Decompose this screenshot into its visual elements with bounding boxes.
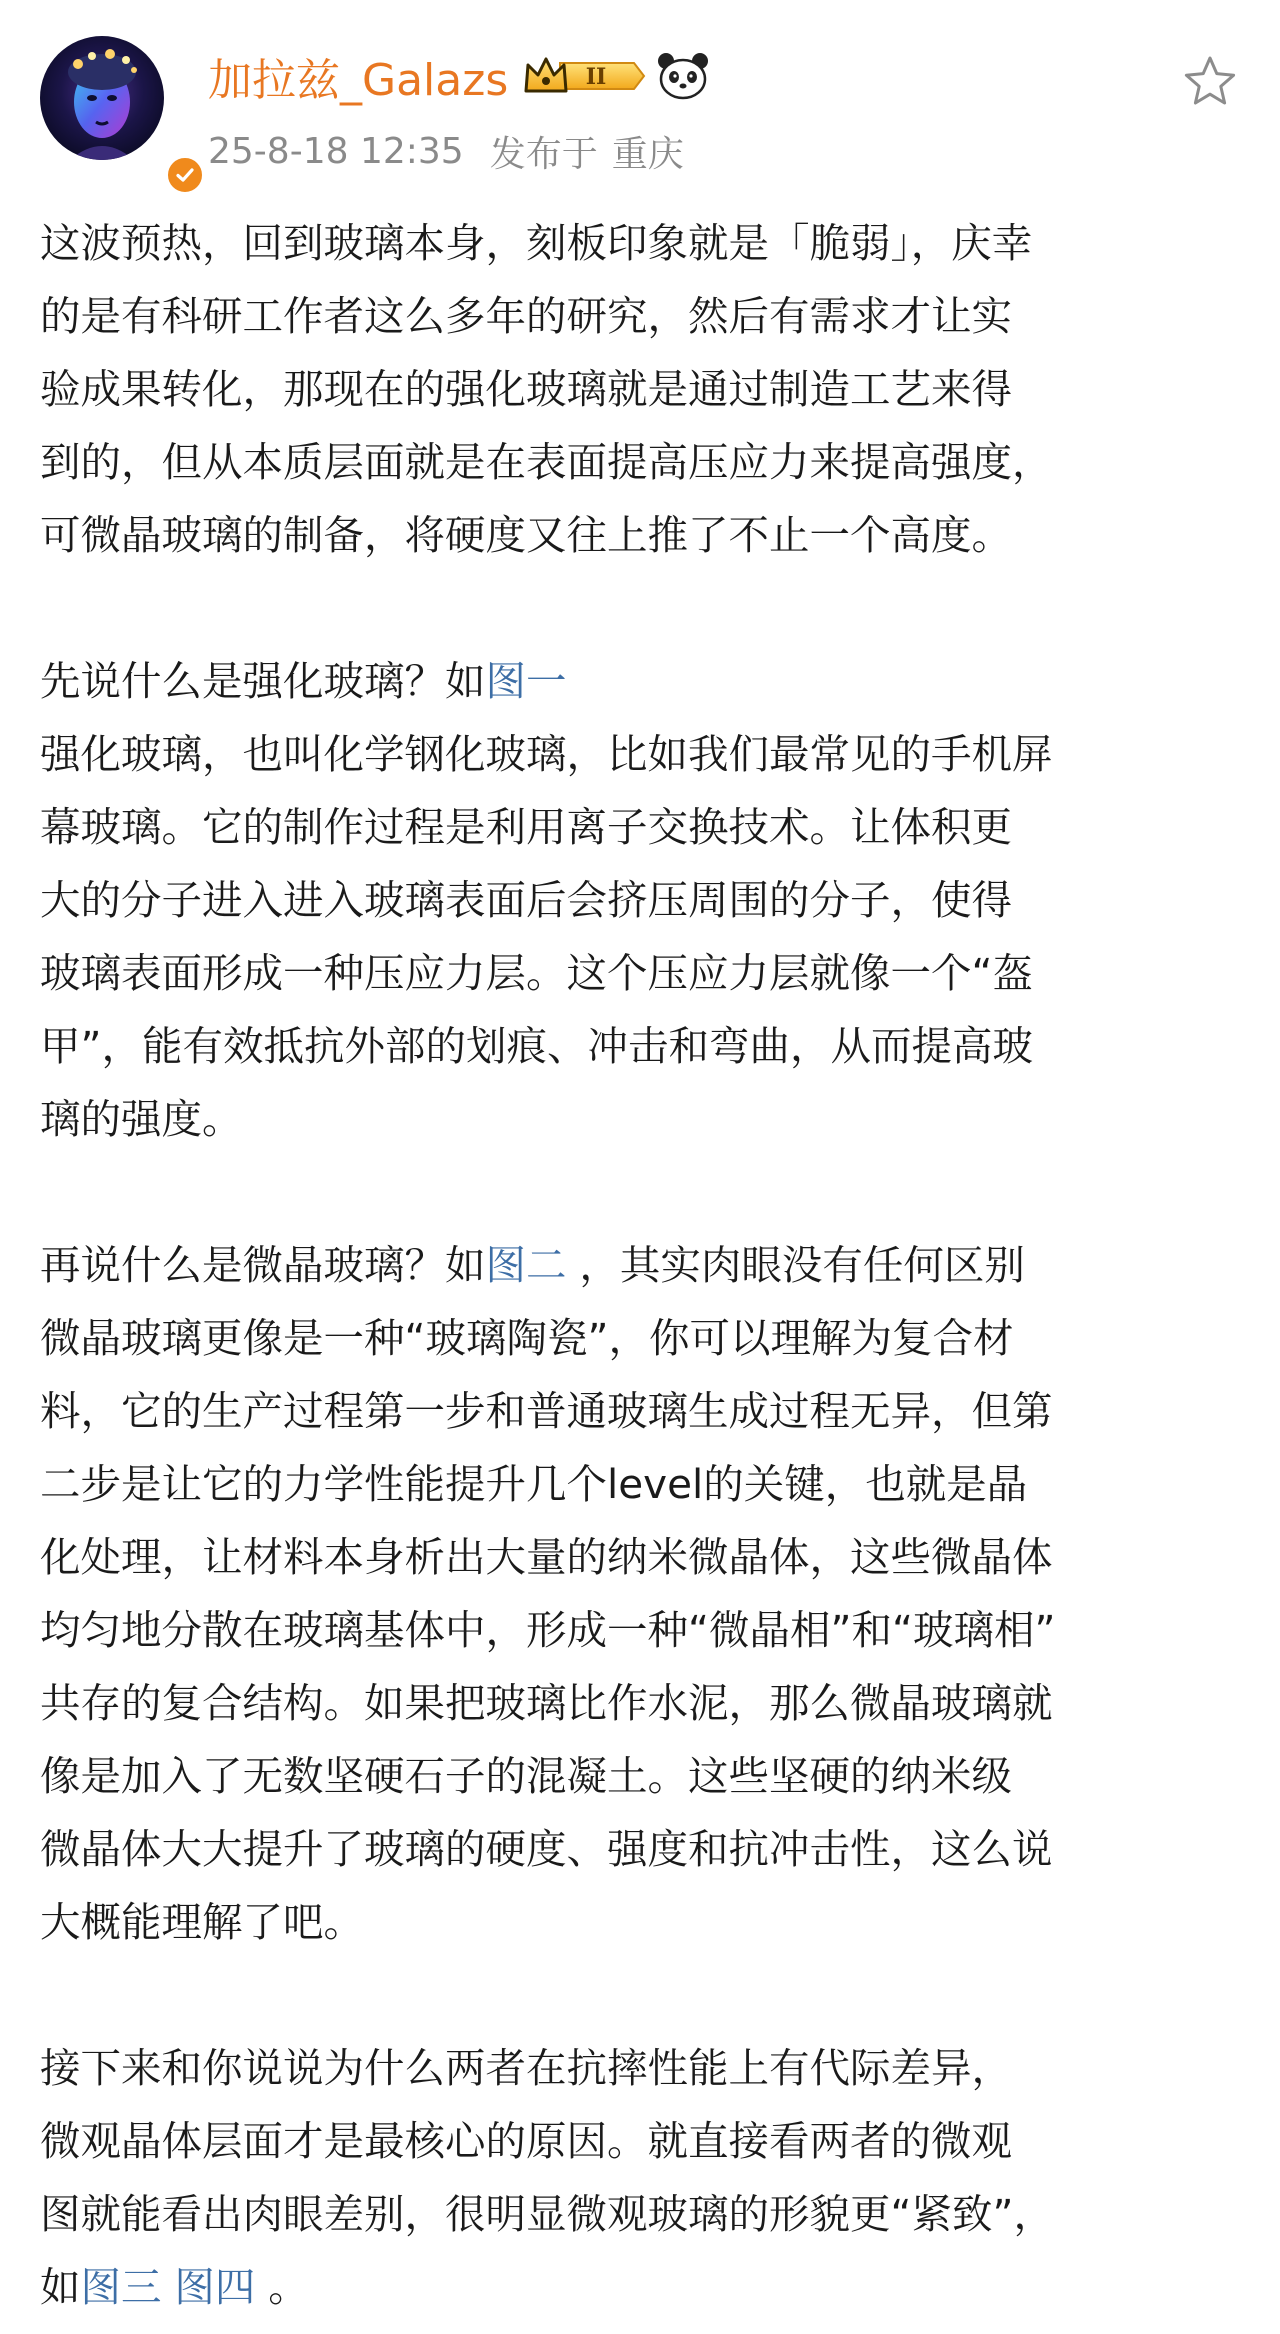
author-name[interactable]: 加拉兹_Galazs bbox=[208, 55, 509, 106]
star-outline-icon[interactable] bbox=[1180, 52, 1240, 112]
text-line: 甲”，能有效抵抗外部的划痕、冲击和弯曲，从而提高玻 bbox=[40, 1022, 1033, 1070]
text-line: 璃的强度。 bbox=[40, 1095, 243, 1143]
text-line: 的是有科研工作者这么多年的研究，然后有需求才让实 bbox=[40, 292, 1012, 340]
text-line: 幕玻璃。它的制作过程是利用离子交换技术。让体积更 bbox=[40, 803, 1012, 851]
text-line: 如 bbox=[40, 2263, 81, 2311]
text-line: 可微晶玻璃的制备，将硬度又往上推了不止一个高度。 bbox=[40, 511, 1012, 559]
published-label: 发布于 bbox=[489, 133, 598, 175]
paragraph-4 bbox=[40, 2032, 1250, 2324]
figure-2-link[interactable]: 图二 bbox=[485, 1241, 567, 1289]
post-header bbox=[0, 0, 1280, 200]
post-time: 25-8-18 12:35 bbox=[208, 130, 464, 172]
text-line: 均匀地分散在玻璃基体中，形成一种“微晶相”和“玻璃相” bbox=[40, 1606, 1056, 1654]
paragraph-2 bbox=[40, 645, 1250, 1156]
verified-check-icon bbox=[164, 154, 206, 196]
figure-1-link[interactable]: 图一 bbox=[485, 657, 567, 705]
text-line: 化处理，让材料本身析出大量的纳米微晶体，这些微晶体 bbox=[40, 1533, 1053, 1581]
text-line: 料，它的生产过程第一步和普通玻璃生成过程无异，但第 bbox=[40, 1387, 1053, 1435]
post-location: 重庆 bbox=[611, 133, 684, 175]
avatar-image bbox=[40, 36, 164, 160]
verified-check-glyph bbox=[173, 163, 197, 187]
post-meta bbox=[208, 126, 684, 176]
text-line: 大概能理解了吧。 bbox=[40, 1898, 364, 1946]
text-line: 强化玻璃，也叫化学钢化玻璃，比如我们最常见的手机屏 bbox=[40, 730, 1053, 778]
paragraph-1 bbox=[40, 207, 1250, 572]
post-content bbox=[40, 207, 1250, 2324]
text-line: 验成果转化，那现在的强化玻璃就是通过制造工艺来得 bbox=[40, 365, 1012, 413]
figure-3-link[interactable]: 图三 bbox=[80, 2263, 162, 2311]
text-line: 先说什么是强化玻璃？如 bbox=[40, 657, 486, 705]
text-line: 微晶体大大提升了玻璃的硬度、强度和抗冲击性，这么说 bbox=[40, 1825, 1053, 1873]
text-line: 接下来和你说说为什么两者在抗摔性能上有代际差异， bbox=[40, 2044, 1012, 2092]
text-line: 像是加入了无数坚硬石子的混凝土。这些坚硬的纳米级 bbox=[40, 1752, 1012, 1800]
text-line: 再说什么是微晶玻璃？如 bbox=[40, 1241, 486, 1289]
paragraph-3 bbox=[40, 1229, 1250, 1959]
text-line: 玻璃表面形成一种压应力层。这个压应力层就像一个“盔 bbox=[40, 949, 1033, 997]
text-line: 二步是让它的力学性能提升几个level的关键，也就是晶 bbox=[40, 1460, 1028, 1508]
text-line: 这波预热，回到玻璃本身，刻板印象就是「脆弱」，庆幸 bbox=[40, 219, 1033, 267]
panda-face-icon bbox=[656, 51, 710, 101]
figure-4-link[interactable]: 图四 bbox=[174, 2263, 256, 2311]
svg-text:II: II bbox=[585, 64, 607, 90]
author-avatar[interactable] bbox=[40, 36, 164, 160]
text-line: 大的分子进入进入玻璃表面后会挤压周围的分子，使得 bbox=[40, 876, 1012, 924]
text-line: 。 bbox=[255, 2263, 309, 2311]
text-line: 微观晶体层面才是最核心的原因。就直接看两者的微观 bbox=[40, 2117, 1012, 2165]
text-line: ，其实肉眼没有任何区别 bbox=[566, 1241, 1025, 1289]
text-line: 微晶玻璃更像是一种“玻璃陶瓷”，你可以理解为复合材 bbox=[40, 1314, 1014, 1362]
text-line: 到的，但从本质层面就是在表面提高压应力来提高强度， bbox=[40, 438, 1053, 486]
text-line: 图就能看出肉眼差别，很明显微观玻璃的形貌更“紧致”， bbox=[40, 2190, 1054, 2238]
author-name-row bbox=[208, 46, 710, 106]
crown-level-badge-icon[interactable] bbox=[522, 51, 646, 101]
text-line: 共存的复合结构。如果把玻璃比作水泥，那么微晶玻璃就 bbox=[40, 1679, 1053, 1727]
